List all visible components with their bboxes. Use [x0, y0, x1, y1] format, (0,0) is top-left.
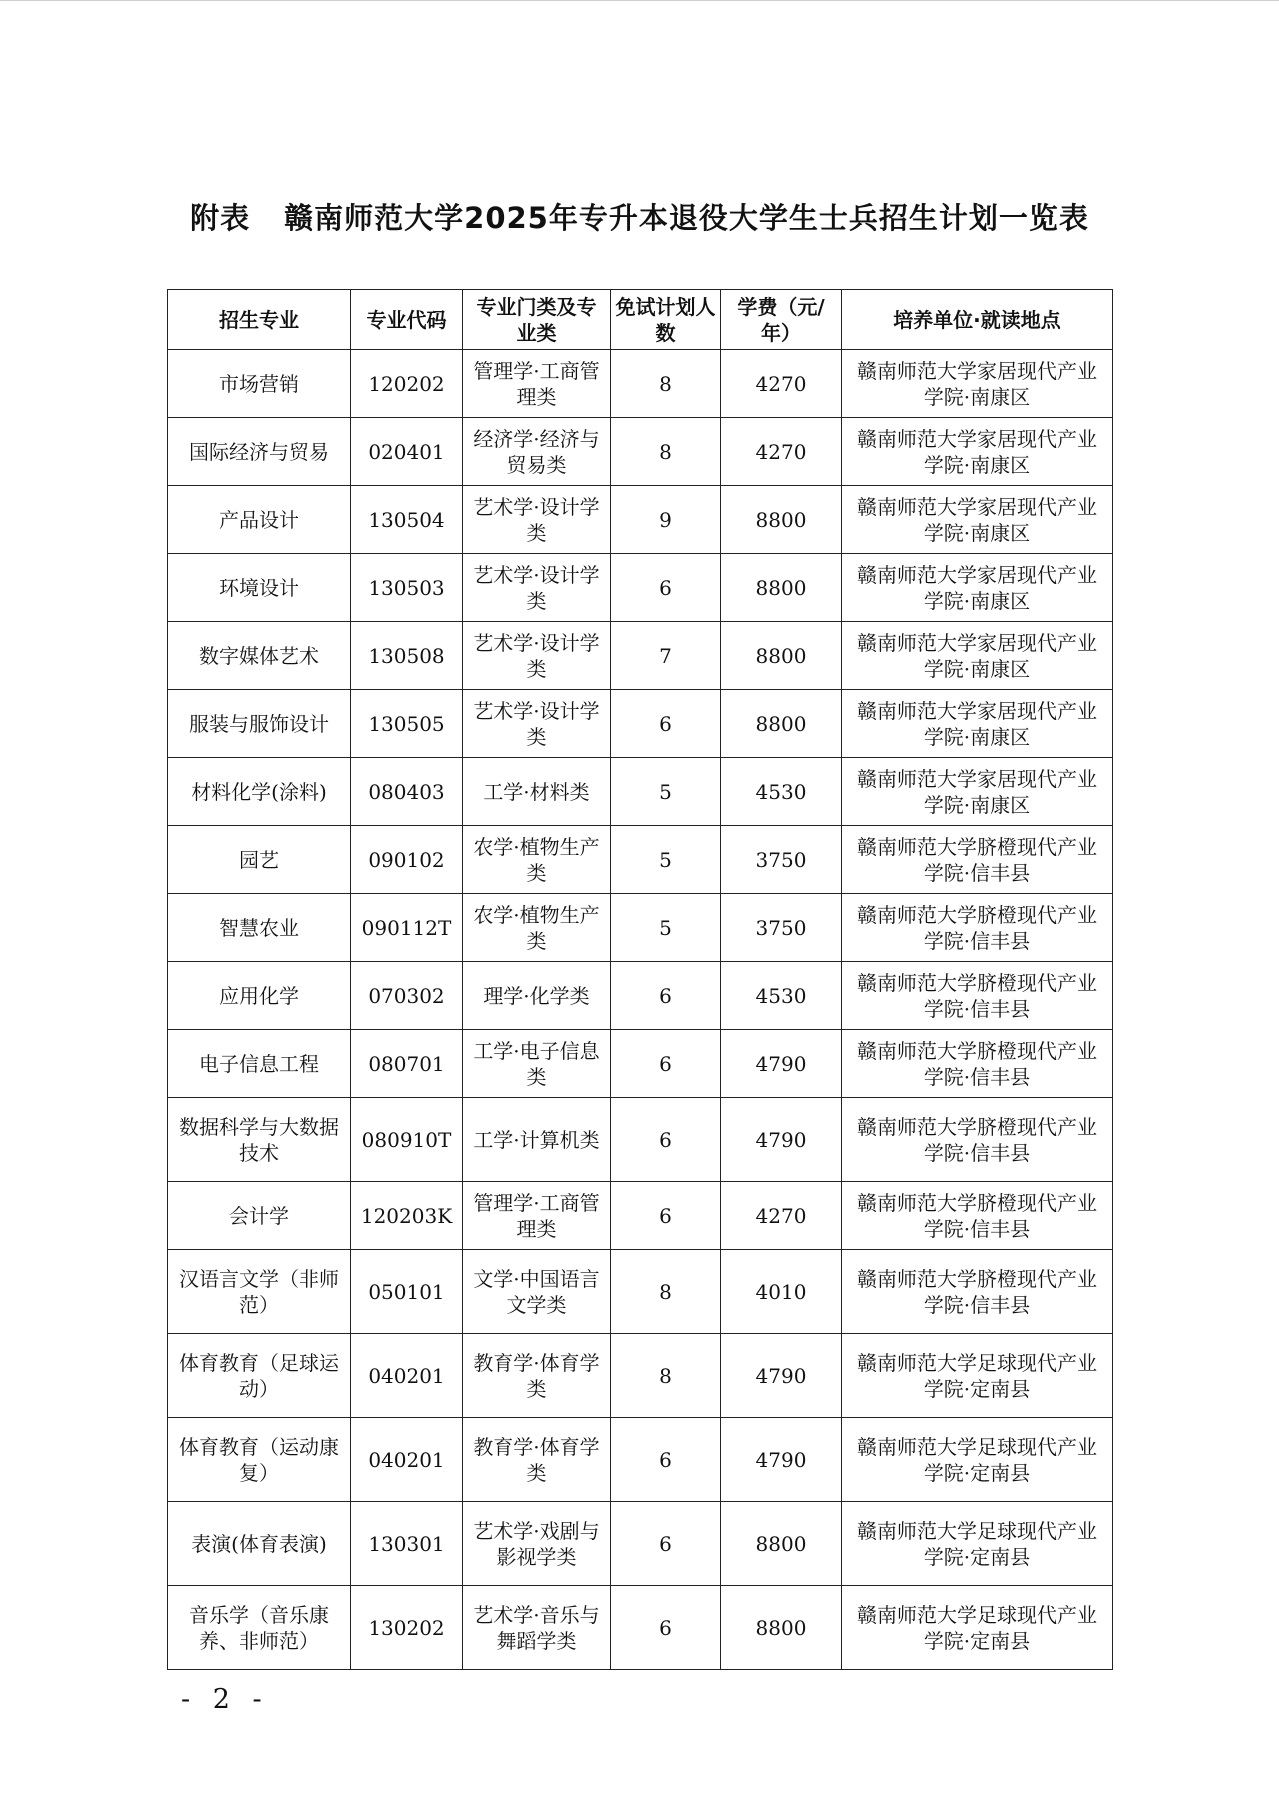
table-row — [168, 1098, 1113, 1182]
cell-code: 070302 — [351, 962, 463, 1030]
cell-unit: 赣南师范大学脐橙现代产业学院·信丰县 — [842, 1098, 1113, 1182]
cell-major: 材料化学(涂料) — [168, 758, 351, 826]
cell-category: 文学·中国语言文学类 — [463, 1250, 611, 1334]
cell-unit: 赣南师范大学足球现代产业学院·定南县 — [842, 1502, 1113, 1586]
cell-unit: 赣南师范大学家居现代产业学院·南康区 — [842, 690, 1113, 758]
cell-quota: 9 — [611, 486, 721, 554]
table-row — [168, 1586, 1113, 1670]
cell-category: 艺术学·设计学类 — [463, 554, 611, 622]
table-row — [168, 962, 1113, 1030]
cell-major: 国际经济与贸易 — [168, 418, 351, 486]
cell-fee: 4530 — [721, 758, 842, 826]
cell-unit: 赣南师范大学脐橙现代产业学院·信丰县 — [842, 826, 1113, 894]
cell-fee: 4790 — [721, 1098, 842, 1182]
table-row — [168, 1334, 1113, 1418]
header-fee: 学费（元/年） — [721, 290, 842, 350]
cell-fee: 4790 — [721, 1418, 842, 1502]
cell-unit: 赣南师范大学家居现代产业学院·南康区 — [842, 622, 1113, 690]
cell-code: 090102 — [351, 826, 463, 894]
enrollment-plan-table — [167, 289, 1113, 1670]
cell-major: 电子信息工程 — [168, 1030, 351, 1098]
cell-unit: 赣南师范大学脐橙现代产业学院·信丰县 — [842, 894, 1113, 962]
cell-category: 教育学·体育学类 — [463, 1334, 611, 1418]
title-main: 赣南师范大学2025年专升本退役大学生士兵招生计划一览表 — [284, 201, 1089, 235]
cell-quota: 6 — [611, 1030, 721, 1098]
table-row — [168, 418, 1113, 486]
cell-category: 艺术学·设计学类 — [463, 690, 611, 758]
cell-quota: 6 — [611, 690, 721, 758]
cell-fee: 4010 — [721, 1250, 842, 1334]
table-row — [168, 486, 1113, 554]
cell-major: 服装与服饰设计 — [168, 690, 351, 758]
table-row — [168, 1250, 1113, 1334]
cell-code: 120202 — [351, 350, 463, 418]
header-quota: 免试计划人数 — [611, 290, 721, 350]
cell-quota: 8 — [611, 418, 721, 486]
header-category: 专业门类及专业类 — [463, 290, 611, 350]
cell-code: 080701 — [351, 1030, 463, 1098]
cell-fee: 8800 — [721, 486, 842, 554]
cell-unit: 赣南师范大学足球现代产业学院·定南县 — [842, 1418, 1113, 1502]
cell-code: 130504 — [351, 486, 463, 554]
cell-category: 管理学·工商管理类 — [463, 1182, 611, 1250]
table-row — [168, 690, 1113, 758]
cell-fee: 3750 — [721, 894, 842, 962]
cell-code: 080403 — [351, 758, 463, 826]
table-row — [168, 554, 1113, 622]
cell-unit: 赣南师范大学家居现代产业学院·南康区 — [842, 486, 1113, 554]
cell-major: 园艺 — [168, 826, 351, 894]
cell-major: 智慧农业 — [168, 894, 351, 962]
cell-category: 经济学·经济与贸易类 — [463, 418, 611, 486]
cell-code: 080910T — [351, 1098, 463, 1182]
title-prefix: 附表 — [190, 201, 251, 235]
cell-quota: 5 — [611, 758, 721, 826]
cell-fee: 4790 — [721, 1030, 842, 1098]
cell-quota: 6 — [611, 554, 721, 622]
cell-unit: 赣南师范大学脐橙现代产业学院·信丰县 — [842, 962, 1113, 1030]
table-row — [168, 894, 1113, 962]
cell-category: 艺术学·设计学类 — [463, 486, 611, 554]
cell-major: 体育教育（运动康复） — [168, 1418, 351, 1502]
cell-code: 130503 — [351, 554, 463, 622]
page-title — [0, 196, 1279, 237]
table-row — [168, 1418, 1113, 1502]
table-header-row — [168, 290, 1113, 350]
cell-category: 农学·植物生产类 — [463, 826, 611, 894]
cell-major: 应用化学 — [168, 962, 351, 1030]
cell-fee: 4790 — [721, 1334, 842, 1418]
cell-quota: 6 — [611, 1502, 721, 1586]
cell-quota: 7 — [611, 622, 721, 690]
cell-category: 教育学·体育学类 — [463, 1418, 611, 1502]
cell-unit: 赣南师范大学脐橙现代产业学院·信丰县 — [842, 1030, 1113, 1098]
cell-quota: 8 — [611, 1250, 721, 1334]
cell-quota: 6 — [611, 1418, 721, 1502]
cell-fee: 8800 — [721, 1586, 842, 1670]
cell-category: 农学·植物生产类 — [463, 894, 611, 962]
cell-unit: 赣南师范大学足球现代产业学院·定南县 — [842, 1334, 1113, 1418]
page-number: - 2 - — [181, 1684, 269, 1715]
header-unit: 培养单位·就读地点 — [842, 290, 1113, 350]
cell-fee: 4270 — [721, 418, 842, 486]
cell-category: 工学·材料类 — [463, 758, 611, 826]
header-code: 专业代码 — [351, 290, 463, 350]
cell-quota: 6 — [611, 1586, 721, 1670]
cell-category: 艺术学·戏剧与影视学类 — [463, 1502, 611, 1586]
cell-quota: 8 — [611, 350, 721, 418]
cell-quota: 6 — [611, 1182, 721, 1250]
cell-code: 050101 — [351, 1250, 463, 1334]
cell-fee: 8800 — [721, 622, 842, 690]
cell-code: 040201 — [351, 1418, 463, 1502]
cell-major: 市场营销 — [168, 350, 351, 418]
cell-category: 管理学·工商管理类 — [463, 350, 611, 418]
table-row — [168, 1030, 1113, 1098]
cell-quota: 8 — [611, 1334, 721, 1418]
table-row — [168, 826, 1113, 894]
cell-unit: 赣南师范大学家居现代产业学院·南康区 — [842, 350, 1113, 418]
cell-category: 工学·电子信息类 — [463, 1030, 611, 1098]
top-border-line — [0, 0, 1279, 1]
cell-code: 130508 — [351, 622, 463, 690]
cell-code: 130301 — [351, 1502, 463, 1586]
table-row — [168, 622, 1113, 690]
cell-quota: 6 — [611, 1098, 721, 1182]
table-row — [168, 758, 1113, 826]
cell-major: 产品设计 — [168, 486, 351, 554]
cell-code: 130202 — [351, 1586, 463, 1670]
header-major: 招生专业 — [168, 290, 351, 350]
cell-major: 数据科学与大数据技术 — [168, 1098, 351, 1182]
table-row — [168, 1502, 1113, 1586]
cell-code: 090112T — [351, 894, 463, 962]
cell-major: 数字媒体艺术 — [168, 622, 351, 690]
cell-code: 120203K — [351, 1182, 463, 1250]
cell-major: 音乐学（音乐康养、非师范） — [168, 1586, 351, 1670]
cell-quota: 5 — [611, 894, 721, 962]
cell-major: 表演(体育表演) — [168, 1502, 351, 1586]
cell-unit: 赣南师范大学家居现代产业学院·南康区 — [842, 758, 1113, 826]
cell-fee: 8800 — [721, 690, 842, 758]
cell-category: 艺术学·设计学类 — [463, 622, 611, 690]
cell-code: 130505 — [351, 690, 463, 758]
cell-quota: 6 — [611, 962, 721, 1030]
cell-category: 工学·计算机类 — [463, 1098, 611, 1182]
cell-unit: 赣南师范大学家居现代产业学院·南康区 — [842, 418, 1113, 486]
cell-major: 体育教育（足球运动） — [168, 1334, 351, 1418]
cell-major: 会计学 — [168, 1182, 351, 1250]
cell-fee: 4270 — [721, 350, 842, 418]
cell-fee: 8800 — [721, 554, 842, 622]
table-row — [168, 1182, 1113, 1250]
cell-major: 汉语言文学（非师范） — [168, 1250, 351, 1334]
cell-fee: 8800 — [721, 1502, 842, 1586]
cell-fee: 4530 — [721, 962, 842, 1030]
cell-fee: 3750 — [721, 826, 842, 894]
cell-major: 环境设计 — [168, 554, 351, 622]
cell-unit: 赣南师范大学家居现代产业学院·南康区 — [842, 554, 1113, 622]
cell-category: 艺术学·音乐与舞蹈学类 — [463, 1586, 611, 1670]
table-row — [168, 350, 1113, 418]
cell-unit: 赣南师范大学脐橙现代产业学院·信丰县 — [842, 1182, 1113, 1250]
cell-unit: 赣南师范大学脐橙现代产业学院·信丰县 — [842, 1250, 1113, 1334]
cell-quota: 5 — [611, 826, 721, 894]
cell-code: 020401 — [351, 418, 463, 486]
cell-code: 040201 — [351, 1334, 463, 1418]
cell-category: 理学·化学类 — [463, 962, 611, 1030]
cell-unit: 赣南师范大学足球现代产业学院·定南县 — [842, 1586, 1113, 1670]
cell-fee: 4270 — [721, 1182, 842, 1250]
